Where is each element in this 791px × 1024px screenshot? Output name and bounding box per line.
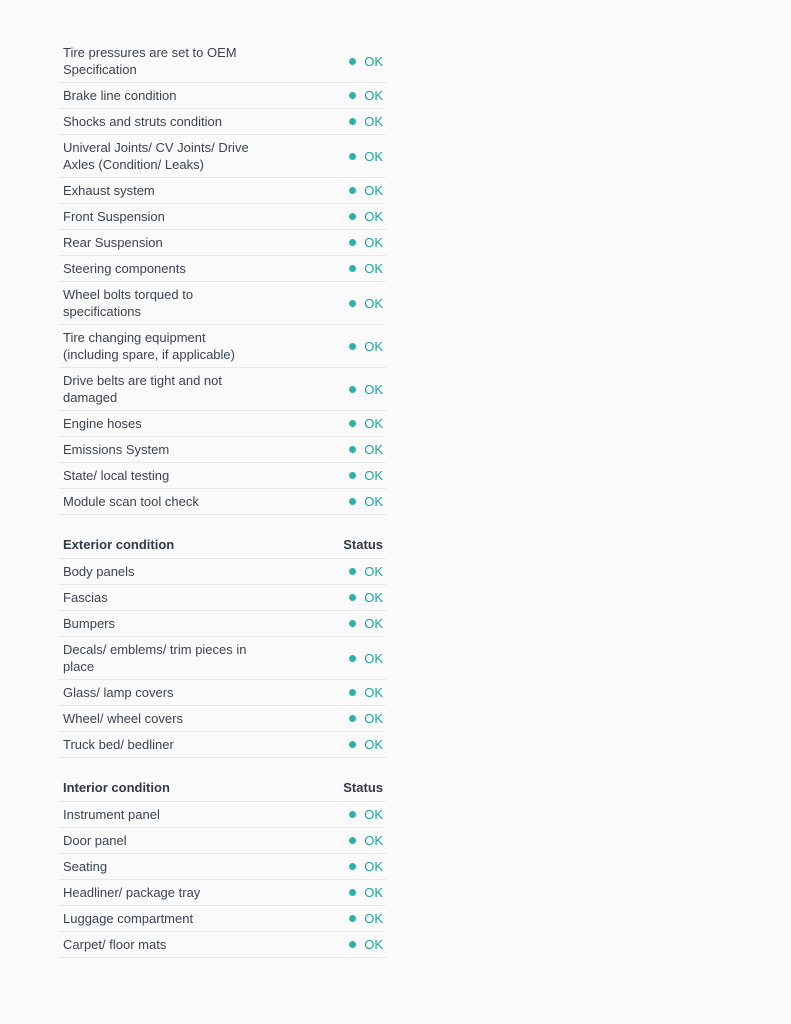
checklist-item-label: Luggage compartment	[63, 911, 194, 926]
status-cell	[349, 53, 383, 70]
status-label: OK	[364, 114, 383, 129]
checklist-row	[59, 906, 386, 932]
status-dot-icon	[349, 239, 356, 246]
checklist-row	[59, 230, 386, 256]
status-dot-icon	[349, 153, 356, 160]
status-cell	[349, 148, 383, 165]
checklist-item-label: Seating	[63, 859, 108, 874]
checklist-row	[59, 706, 386, 732]
checklist-item-label: Wheel bolts torqued to specifications	[63, 287, 194, 319]
checklist-item-label: Decals/ emblems/ trim pieces in place	[63, 642, 247, 674]
status-cell	[349, 684, 383, 701]
status-cell	[349, 884, 383, 901]
status-label: OK	[364, 53, 383, 69]
checklist-item-label: Univeral Joints/ CV Joints/ Drive Axles (Condition/ Leaks)	[63, 140, 249, 172]
section-title: Interior condition	[63, 780, 170, 795]
checklist-item-label: Steering components	[63, 261, 186, 276]
checklist-item-label: Brake line condition	[63, 88, 177, 103]
status-dot-icon	[349, 300, 356, 307]
checklist-item-label: Engine hoses	[63, 416, 142, 431]
status-dot-icon	[349, 655, 356, 662]
status-dot-icon	[349, 620, 356, 627]
status-dot-icon	[349, 941, 356, 948]
status-label: OK	[364, 295, 383, 311]
status-cell	[349, 806, 383, 823]
status-dot-icon	[349, 118, 356, 125]
status-dot-icon	[349, 741, 356, 748]
checklist-item-label: Instrument panel	[63, 807, 160, 822]
status-cell	[349, 858, 383, 875]
checklist-item-label: Glass/ lamp covers	[63, 685, 174, 700]
status-dot-icon	[349, 915, 356, 922]
checklist-item-label: Body panels	[63, 564, 135, 579]
checklist-item-label: Emissions System	[63, 442, 170, 457]
status-cell	[349, 113, 383, 130]
checklist-row	[59, 178, 386, 204]
section-header-row	[59, 535, 386, 559]
status-label: OK	[364, 183, 383, 198]
status-label: OK	[364, 235, 383, 250]
status-label: OK	[364, 937, 383, 952]
status-dot-icon	[349, 446, 356, 453]
checklist-item-label: Drive belts are tight and not damaged	[63, 373, 222, 405]
checklist-row	[59, 109, 386, 135]
status-dot-icon	[349, 58, 356, 65]
status-cell	[349, 295, 383, 312]
checklist-item-label: Fascias	[63, 590, 108, 605]
checklist-section	[59, 778, 386, 958]
status-dot-icon	[349, 837, 356, 844]
checklist-row	[59, 463, 386, 489]
status-label: OK	[364, 616, 383, 631]
status-cell	[349, 936, 383, 953]
checklist-item-label: Tire changing equipment (including spare, if applicable)	[63, 330, 235, 362]
status-label: OK	[364, 807, 383, 822]
checklist-item-label: Tire pressures are set to OEM Specification	[63, 45, 237, 77]
status-dot-icon	[349, 863, 356, 870]
status-dot-icon	[349, 92, 356, 99]
status-label: OK	[364, 416, 383, 431]
status-label: OK	[364, 911, 383, 926]
checklist-row	[59, 368, 386, 411]
status-cell	[349, 182, 383, 199]
status-cell	[349, 710, 383, 727]
status-dot-icon	[349, 498, 356, 505]
status-label: OK	[364, 468, 383, 483]
status-dot-icon	[349, 386, 356, 393]
status-label: OK	[364, 338, 383, 354]
status-dot-icon	[349, 594, 356, 601]
status-dot-icon	[349, 343, 356, 350]
section-header-row	[59, 778, 386, 802]
checklist-row	[59, 437, 386, 463]
checklist-item-label: Module scan tool check	[63, 494, 199, 509]
checklist-row	[59, 325, 386, 368]
status-label: OK	[364, 564, 383, 579]
checklist-item-label: Headliner/ package tray	[63, 885, 201, 900]
checklist-row	[59, 880, 386, 906]
checklist-item-label: Front Suspension	[63, 209, 165, 224]
status-label: OK	[364, 650, 383, 666]
checklist-row	[59, 489, 386, 515]
checklist-row	[59, 828, 386, 854]
status-dot-icon	[349, 715, 356, 722]
status-column-header: Status	[343, 780, 383, 795]
checklist-row	[59, 559, 386, 585]
status-label: OK	[364, 381, 383, 397]
status-cell	[349, 832, 383, 849]
status-label: OK	[364, 261, 383, 276]
status-cell	[349, 467, 383, 484]
checklist-row	[59, 282, 386, 325]
status-dot-icon	[349, 187, 356, 194]
status-cell	[349, 260, 383, 277]
status-label: OK	[364, 859, 383, 874]
status-dot-icon	[349, 889, 356, 896]
checklist-row	[59, 40, 386, 83]
status-cell	[349, 910, 383, 927]
status-cell	[349, 381, 383, 398]
checklist-item-label: Carpet/ floor mats	[63, 937, 167, 952]
status-label: OK	[364, 88, 383, 103]
status-label: OK	[364, 711, 383, 726]
status-cell	[349, 493, 383, 510]
status-label: OK	[364, 590, 383, 605]
checklist-item-label: Truck bed/ bedliner	[63, 737, 174, 752]
checklist-item-label: Shocks and struts condition	[63, 114, 222, 129]
checklist-row	[59, 854, 386, 880]
status-label: OK	[364, 494, 383, 509]
status-cell	[349, 615, 383, 632]
checklist-row	[59, 932, 386, 958]
status-dot-icon	[349, 811, 356, 818]
checklist-row	[59, 802, 386, 828]
status-label: OK	[364, 442, 383, 457]
status-column-header: Status	[343, 537, 383, 552]
checklist-item-label: Exhaust system	[63, 183, 155, 198]
checklist-row	[59, 204, 386, 230]
inspection-checklist	[59, 40, 386, 958]
checklist-row	[59, 411, 386, 437]
status-cell	[349, 441, 383, 458]
checklist-section	[59, 40, 386, 515]
status-label: OK	[364, 148, 383, 164]
status-label: OK	[364, 885, 383, 900]
status-dot-icon	[349, 568, 356, 575]
status-label: OK	[364, 209, 383, 224]
checklist-item-label: Bumpers	[63, 616, 116, 631]
checklist-item-label: Rear Suspension	[63, 235, 163, 250]
checklist-row	[59, 256, 386, 282]
checklist-row	[59, 680, 386, 706]
status-dot-icon	[349, 472, 356, 479]
status-cell	[349, 208, 383, 225]
status-dot-icon	[349, 689, 356, 696]
status-label: OK	[364, 833, 383, 848]
checklist-row	[59, 83, 386, 109]
checklist-row	[59, 585, 386, 611]
status-cell	[349, 589, 383, 606]
checklist-item-label: Wheel/ wheel covers	[63, 711, 183, 726]
section-title: Exterior condition	[63, 537, 175, 552]
checklist-row	[59, 611, 386, 637]
checklist-row	[59, 732, 386, 758]
checklist-row	[59, 637, 386, 680]
checklist-item-label: Door panel	[63, 833, 127, 848]
checklist-row	[59, 135, 386, 178]
status-cell	[349, 234, 383, 251]
status-label: OK	[364, 685, 383, 700]
status-dot-icon	[349, 213, 356, 220]
status-cell	[349, 87, 383, 104]
status-cell	[349, 736, 383, 753]
checklist-section	[59, 535, 386, 758]
status-cell	[349, 563, 383, 580]
status-cell	[349, 650, 383, 667]
checklist-item-label: State/ local testing	[63, 468, 170, 483]
status-dot-icon	[349, 265, 356, 272]
status-cell	[349, 338, 383, 355]
status-cell	[349, 415, 383, 432]
status-dot-icon	[349, 420, 356, 427]
status-label: OK	[364, 737, 383, 752]
